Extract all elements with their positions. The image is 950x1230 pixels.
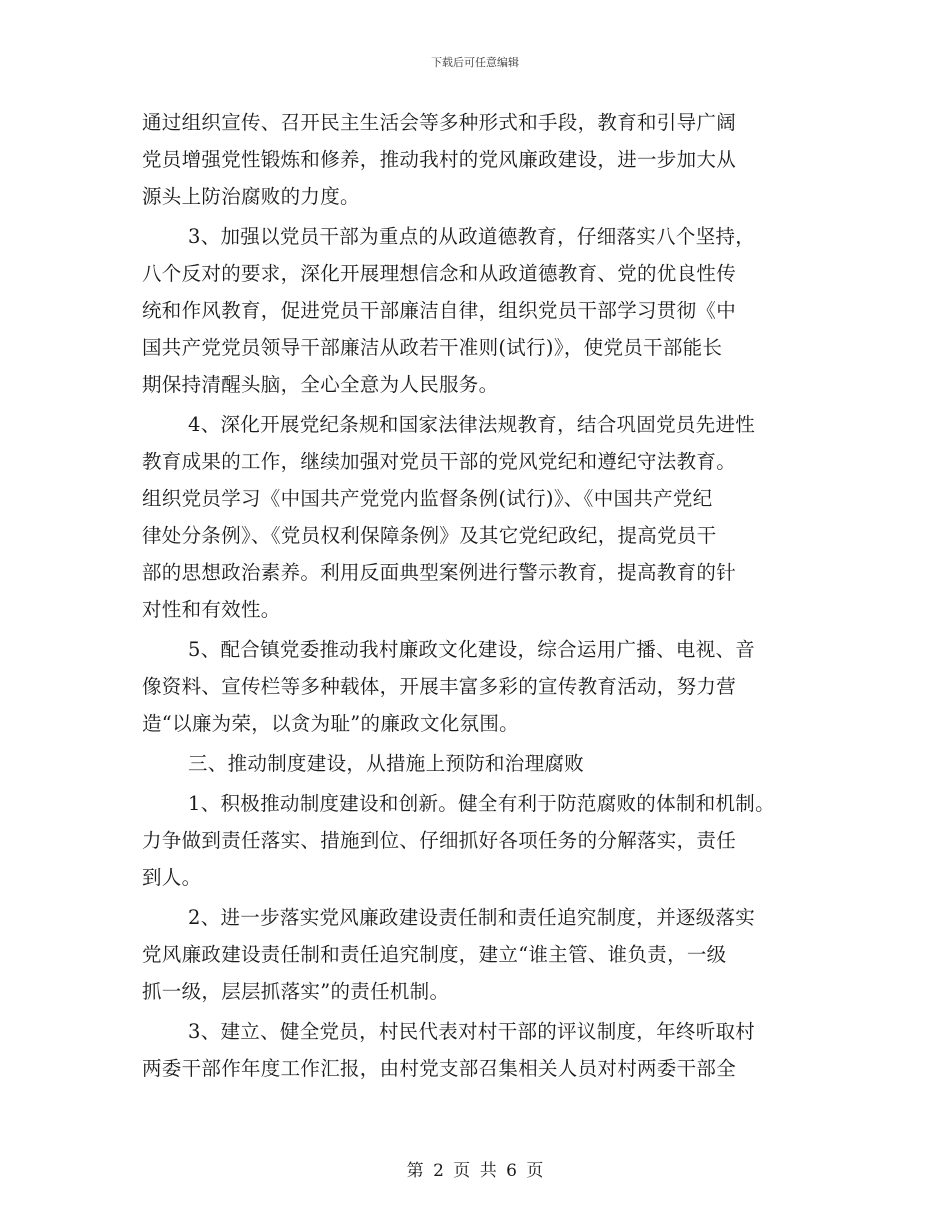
text-line: 党员增强党性锻炼和修养，推动我村的党风廉政建设，进一步加大从 [142, 148, 737, 171]
text-line: 力争做到责任落实、措施到位、仔细抓好各项任务的分解落实，责任 [142, 829, 737, 852]
text-line: 八个反对的要求，深化开展理想信念和从政道德教育、党的优良性传 [142, 262, 737, 285]
text-line: 到人。 [142, 866, 202, 889]
text-line: 3、加强以党员干部为重点的从政道德教育，仔细落实八个坚持， [188, 225, 756, 248]
text-line: 对性和有效性。 [142, 598, 281, 621]
text-line: 4、深化开展党纪条规和国家法律法规教育，结合巩固党员先进性 [188, 413, 756, 436]
text-line: 通过组织宣传、召开民主生活会等多种形式和手段，教育和引导广阔 [142, 111, 737, 134]
text-line: 组织党员学习《中国共产党党内监督条例(试行)》、《中国共产党纪 [142, 487, 713, 510]
text-line: 两委干部作年度工作汇报，由村党支部召集相关人员对村两委干部全 [142, 1057, 737, 1080]
page-footer: 第 2 页 共 6 页 [406, 1161, 544, 1181]
text-line: 3、建立、健全党员，村民代表对村干部的评议制度，年终听取村 [188, 1020, 756, 1043]
text-line: 党风廉政建设责任制和责任追究制度，建立“谁主管、谁负责，一级 [142, 943, 727, 966]
text-line: 造“以廉为荣，以贪为耻”的廉政文化氛围。 [142, 712, 519, 735]
text-line: 统和作风教育，促进党员干部廉洁自律，组织党员干部学习贯彻《中 [142, 299, 737, 322]
page-header: 下载后可任意编辑 [431, 56, 519, 69]
text-line: 部的思想政治素养。利用反面典型案例进行警示教育，提高教育的针 [142, 561, 737, 584]
document-body [142, 104, 822, 1087]
section-heading: 三、推动制度建设，从措施上预防和治理腐败 [188, 752, 585, 775]
text-line: 国共产党党员领导干部廉洁从政若干准则(试行)》，使党员干部能长 [142, 336, 723, 359]
text-line: 抓一级，层层抓落实”的责任机制。 [142, 980, 450, 1003]
text-line: 律处分条例》、《党员权利保障条例》及其它党纪政纪，提高党员干 [142, 524, 717, 547]
text-line: 1、积极推动制度建设和创新。健全有利于防范腐败的体制和机制。 [188, 792, 775, 815]
text-line: 源头上防治腐败的力度。 [142, 185, 360, 208]
text-line: 期保持清醒头脑，全心全意为人民服务。 [142, 373, 499, 396]
text-line: 2、进一步落实党风廉政建设责任制和责任追究制度，并逐级落实 [188, 906, 756, 929]
text-line: 像资料、宣传栏等多种载体，开展丰富多彩的宣传教育活动，努力营 [142, 675, 737, 698]
text-line: 5、配合镇党委推动我村廉政文化建设，综合运用广播、电视、音 [188, 638, 756, 661]
text-line: 教育成果的工作，继续加强对党员干部的党风党纪和遵纪守法教育。 [142, 450, 737, 473]
